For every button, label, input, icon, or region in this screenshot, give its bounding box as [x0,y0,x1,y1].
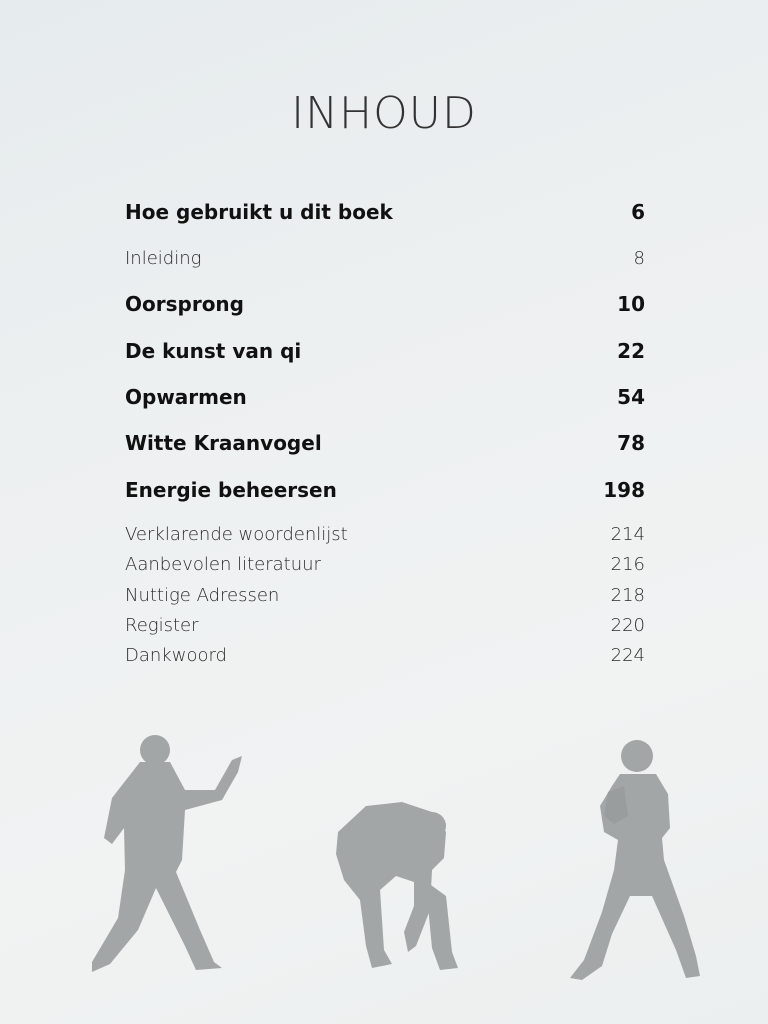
toc-entry-label: Nuttige Adressen [125,585,280,606]
toc-entry-label: Aanbevolen literatuur [125,554,321,575]
toc-entry-label: De kunst van qi [125,339,302,363]
toc-entry-label: Register [125,615,199,636]
toc-entry-label: Hoe gebruikt u dit boek [125,200,393,224]
toc-entry-page: 10 [617,292,645,316]
toc-entry-page: 218 [610,585,645,606]
toc-entry [125,585,645,606]
toc-entry-label: Oorsprong [125,292,244,316]
toc-entry-label: Opwarmen [125,385,247,409]
toc-entry-page: 220 [610,615,645,636]
toc-entry-page: 8 [633,248,645,269]
toc-entry [125,478,645,502]
toc-entry [125,554,645,575]
toc-entry [125,339,645,363]
toc-entry-page: 224 [610,645,645,666]
toc-entry [125,248,645,269]
toc-entry-label: Witte Kraanvogel [125,431,322,455]
toc-entry-label: Verklarende woordenlijst [125,524,348,545]
toc-entry [125,431,645,455]
figure-raised-arm [92,735,242,972]
toc-entry-page: 54 [617,385,645,409]
toc-entry [125,200,645,224]
figure-wide-stance [570,740,700,980]
toc-entry [125,292,645,316]
toc-entry-page: 198 [603,478,645,502]
page-title: INHOUD [291,88,477,139]
toc-entry [125,524,645,545]
toc-entry-page: 216 [610,554,645,575]
toc-entry-page: 22 [617,339,645,363]
toc-entry-label: Dankwoord [125,645,227,666]
toc-entry-page: 214 [610,524,645,545]
toc-entry-page: 6 [631,200,645,224]
toc-entry [125,385,645,409]
toc-entry-page: 78 [617,431,645,455]
toc-entry-label: Inleiding [125,248,202,269]
qigong-silhouettes [0,720,768,1020]
toc-entry [125,645,645,666]
figure-bending [336,802,458,970]
toc-entry [125,615,645,636]
toc-entry-label: Energie beheersen [125,478,337,502]
